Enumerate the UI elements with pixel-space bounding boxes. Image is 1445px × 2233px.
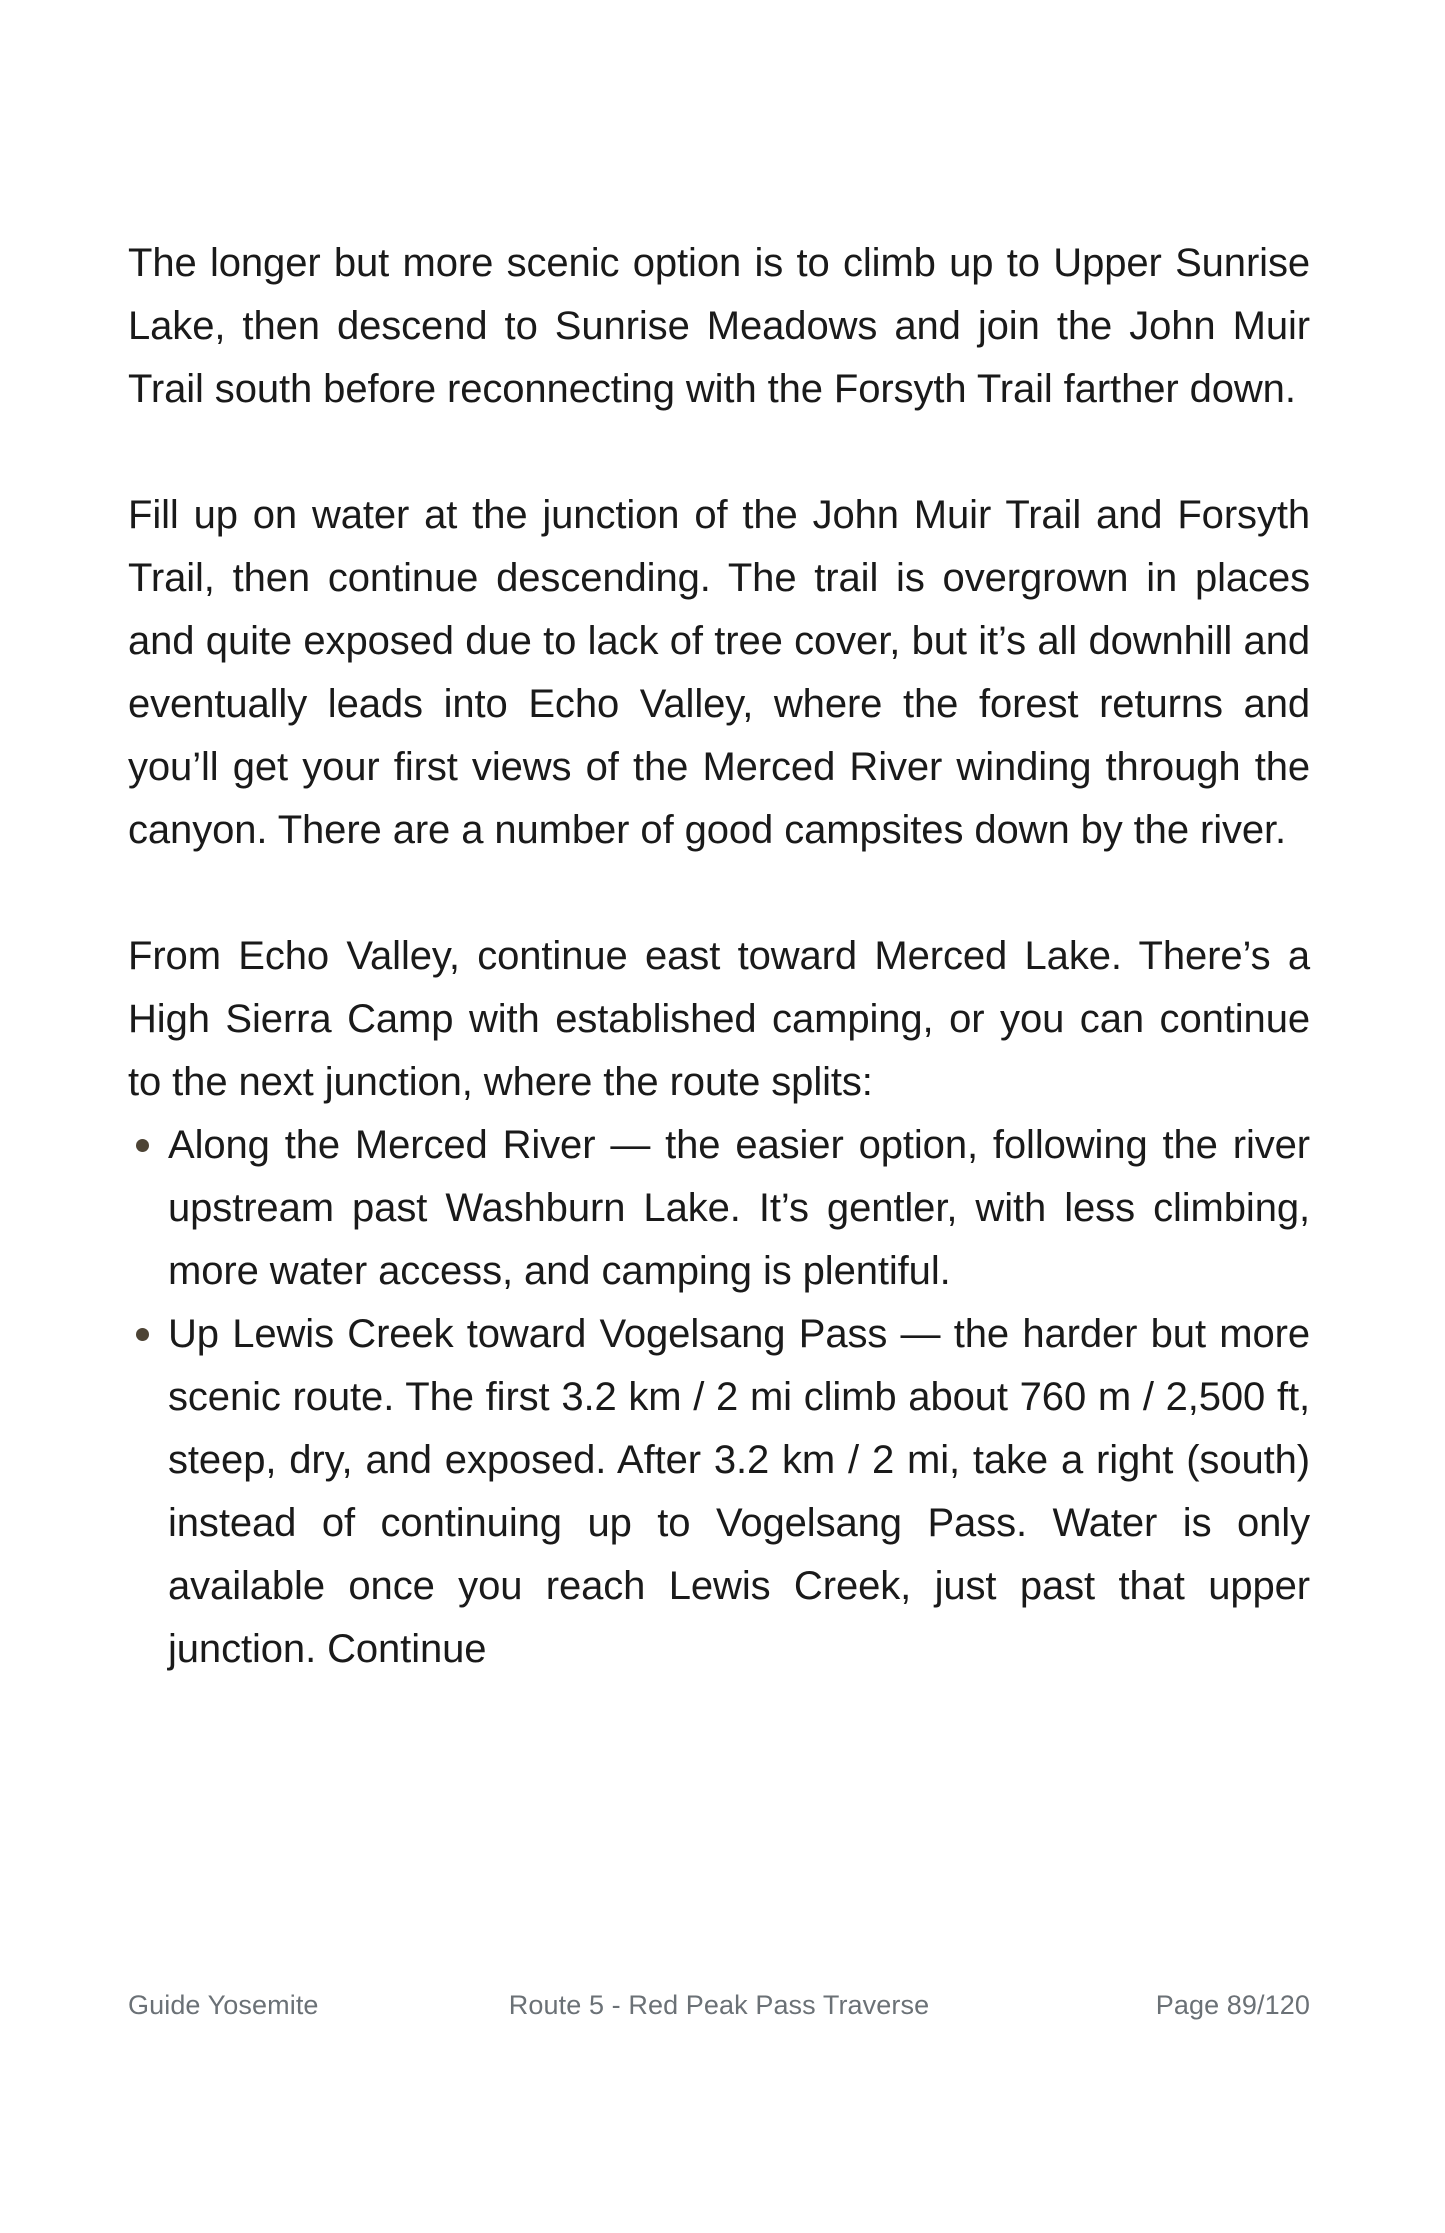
list-item-label: Along the Merced River — the easier option, following the river upstream past Washburn Lake. It’s gentler, with less climbing, more water access, and camping is plentiful. [168, 1123, 1310, 1293]
list-item [128, 1303, 1310, 1681]
bullet-point-icon [136, 1328, 149, 1341]
footer-route-title: Route 5 - Red Peak Pass Traverse [508, 1990, 930, 2020]
bullet-point-icon [136, 1139, 149, 1152]
list-item-label: Up Lewis Creek toward Vogelsang Pass — the harder but more scenic route. The first 3.2 km / 2 mi climb about 760 m / 2,500 ft, steep, dry, and exposed. After 3.2 km / 2 mi, take a right (south) instead of continuing up to Vogelsang Pass. Water is only available once you reach Lewis Creek, just past that upper junction. Continue [168, 1312, 1310, 1671]
paragraph-1: The longer but more scenic option is to climb up to Upper Sunrise Lake, then descend to Sunrise Meadows and join the John Muir Trail south before reconnecting with the Forsyth Trail farther down. [128, 241, 1310, 411]
footer-guide-title: Guide Yosemite [128, 1990, 319, 2020]
page-body [128, 232, 1310, 1681]
footer-page-number: Page 89/120 [1155, 1990, 1310, 2020]
route-split-list [128, 1114, 1310, 1681]
paragraph-3: From Echo Valley, continue east toward Merced Lake. There’s a High Sierra Camp with established camping, or you can continue to the next junction, where the route splits: [128, 934, 1310, 1104]
paragraph-2: Fill up on water at the junction of the John Muir Trail and Forsyth Trail, then continue descending. The trail is overgrown in places and quite exposed due to lack of tree cover, but it’s all downhill and eventually leads into Echo Valley, where the forest returns and you’ll get your first views of the Merced River winding through the canyon. There are a number of good campsites down by the river. [128, 493, 1310, 852]
list-item [128, 1114, 1310, 1303]
page-footer [128, 1988, 1310, 2022]
